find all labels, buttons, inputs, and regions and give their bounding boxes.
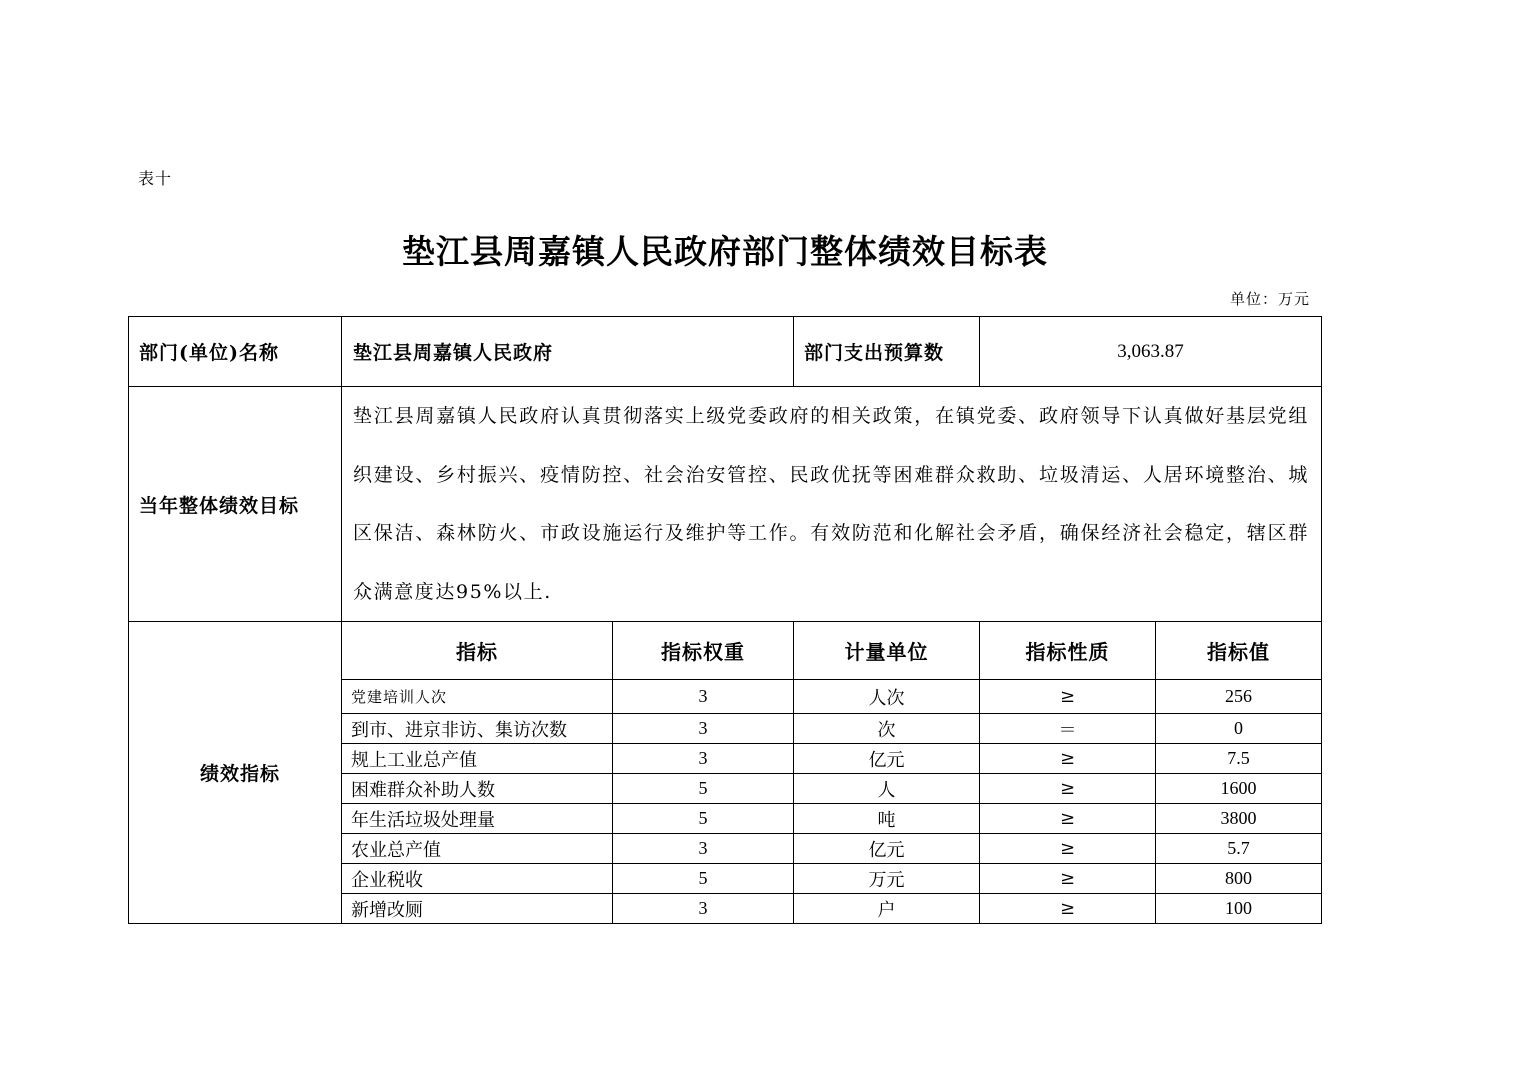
- dept-name-value: 垫江县周嘉镇人民政府: [342, 317, 794, 387]
- indicator-unit: 人: [794, 774, 980, 804]
- header-row: [129, 317, 1322, 387]
- indicator-unit: 吨: [794, 804, 980, 834]
- indicator-nature: ≥: [980, 894, 1156, 924]
- indicator-unit: 次: [794, 714, 980, 744]
- indicator-name: 党建培训人次: [342, 680, 613, 714]
- indicator-weight: 3: [613, 714, 794, 744]
- indicator-value: 1600: [1156, 774, 1322, 804]
- indicator-name: 企业税收: [342, 864, 613, 894]
- indicator-unit: 户: [794, 894, 980, 924]
- col-header-weight: 指标权重: [613, 622, 794, 680]
- indicator-nature: ≥: [980, 864, 1156, 894]
- indicator-nature: ≥: [980, 804, 1156, 834]
- indicator-header-row: [129, 622, 1322, 680]
- indicator-weight: 5: [613, 864, 794, 894]
- indicator-unit: 人次: [794, 680, 980, 714]
- col-header-nature: 指标性质: [980, 622, 1156, 680]
- indicator-name: 困难群众补助人数: [342, 774, 613, 804]
- indicator-value: 5.7: [1156, 834, 1322, 864]
- indicator-unit: 万元: [794, 864, 980, 894]
- indicator-value: 0: [1156, 714, 1322, 744]
- indicator-weight: 3: [613, 680, 794, 714]
- indicator-value: 800: [1156, 864, 1322, 894]
- indicator-value: 256: [1156, 680, 1322, 714]
- indicator-weight: 5: [613, 774, 794, 804]
- indicator-unit: 亿元: [794, 834, 980, 864]
- indicator-nature: ≥: [980, 680, 1156, 714]
- annual-goal-text: 垫江县周嘉镇人民政府认真贯彻落实上级党委政府的相关政策，在镇党委、政府领导下认真做好基层党组织建设、乡村振兴、疫情防控、社会治安管控、民政优抚等困难群众救助、垃圾清运、人居环境整治、城区保洁、森林防火、市政设施运行及维护等工作。有效防范和化解社会矛盾，确保经济社会稳定，辖区群众满意度达95%以上.: [342, 387, 1322, 622]
- col-header-indicator: 指标: [342, 622, 613, 680]
- performance-target-table: [128, 316, 1322, 924]
- table-number-label: 表十: [138, 169, 173, 188]
- indicator-weight: 3: [613, 744, 794, 774]
- indicator-name: 规上工业总产值: [342, 744, 613, 774]
- indicator-name: 年生活垃圾处理量: [342, 804, 613, 834]
- annual-goal-label: 当年整体绩效目标: [129, 387, 342, 622]
- page-title: 垫江县周嘉镇人民政府部门整体绩效目标表: [402, 232, 1048, 271]
- annual-goal-row: [129, 387, 1322, 622]
- indicator-unit: 亿元: [794, 744, 980, 774]
- indicator-value: 3800: [1156, 804, 1322, 834]
- indicator-nature: ＝: [980, 714, 1156, 744]
- indicator-weight: 3: [613, 834, 794, 864]
- col-header-unit: 计量单位: [794, 622, 980, 680]
- indicator-name: 农业总产值: [342, 834, 613, 864]
- indicator-value: 100: [1156, 894, 1322, 924]
- col-header-value: 指标值: [1156, 622, 1322, 680]
- indicator-name: 到市、进京非访、集访次数: [342, 714, 613, 744]
- budget-label: 部门支出预算数: [794, 317, 980, 387]
- indicator-nature: ≥: [980, 834, 1156, 864]
- budget-value: 3,063.87: [980, 317, 1322, 387]
- dept-name-label: 部门(单位)名称: [129, 317, 342, 387]
- indicator-weight: 5: [613, 804, 794, 834]
- indicator-nature: ≥: [980, 744, 1156, 774]
- unit-note: 单位：万元: [1229, 290, 1310, 308]
- indicator-nature: ≥: [980, 774, 1156, 804]
- indicator-value: 7.5: [1156, 744, 1322, 774]
- indicator-name: 新增改厕: [342, 894, 613, 924]
- indicators-label: 绩效指标: [129, 622, 342, 924]
- indicator-weight: 3: [613, 894, 794, 924]
